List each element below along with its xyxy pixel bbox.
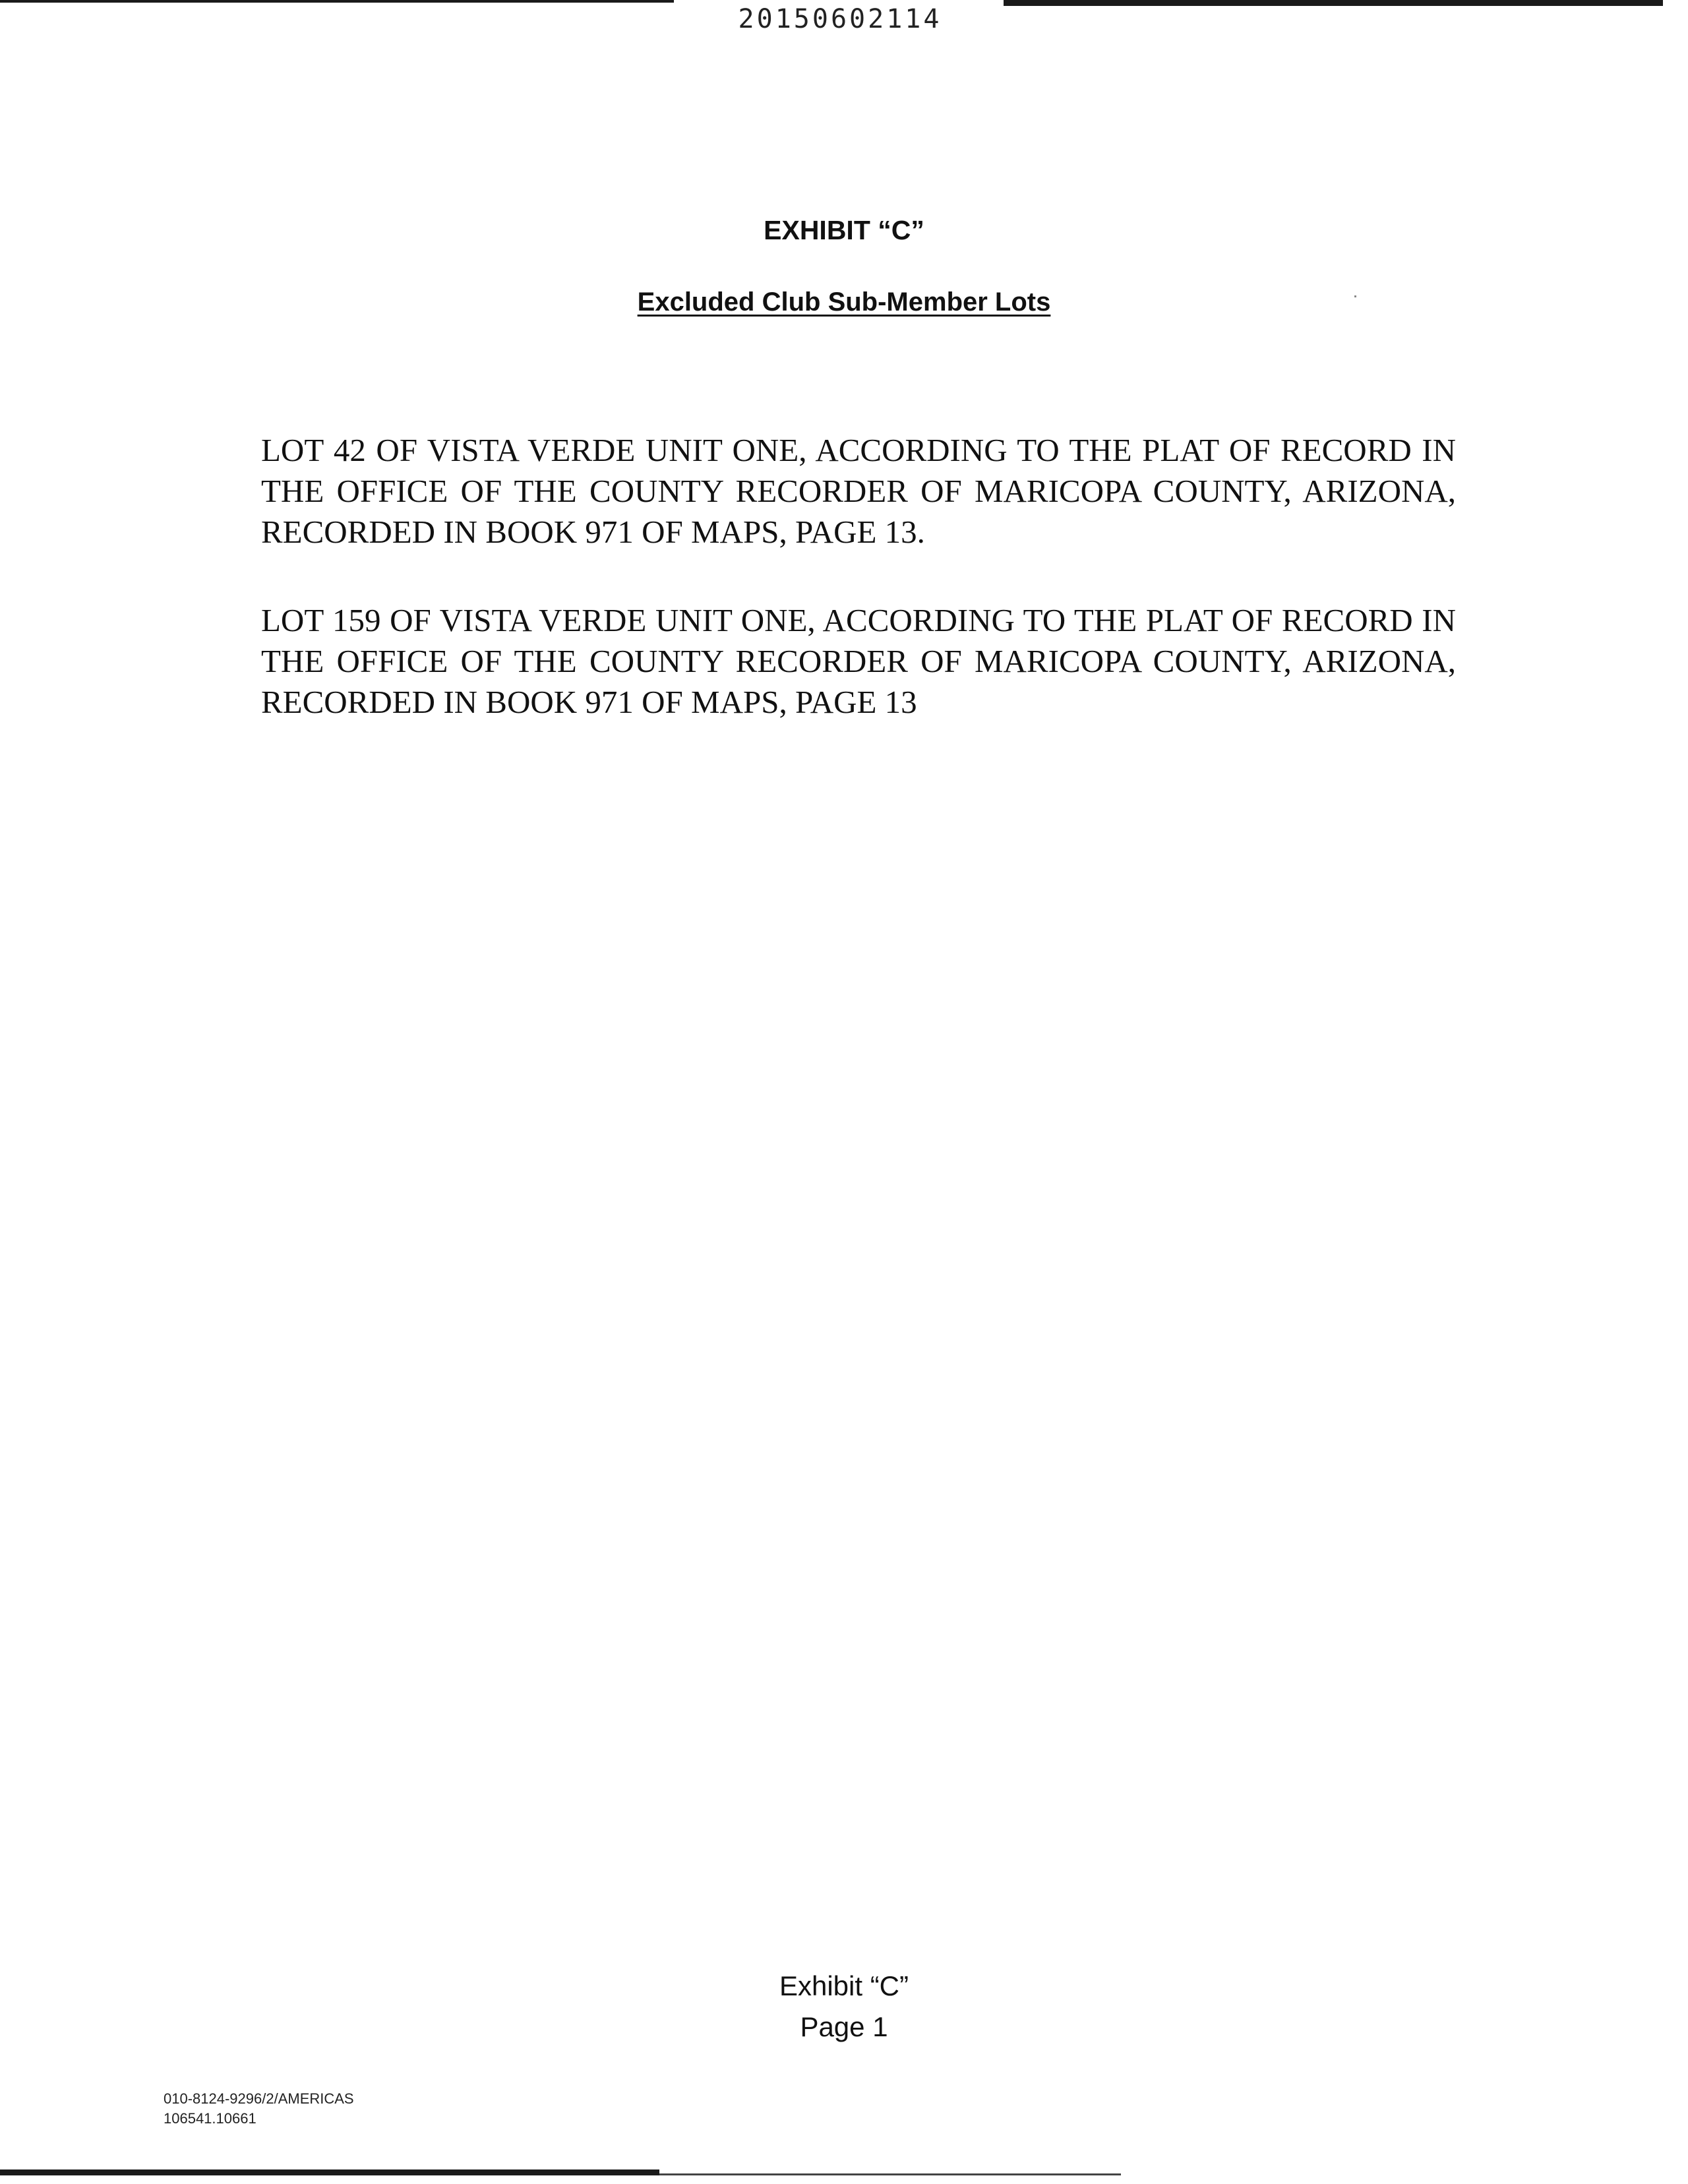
legal-description-lot-159: LOT 159 OF VISTA VERDE UNIT ONE, ACCORDING TO THE PLAT OF RECORD IN THE OFFICE OF THE COUNTY RECORDER OF MARICOPA COUNTY, ARIZONA, RECORDED IN BOOK 971 OF MAPS, PAGE 13: [261, 602, 1456, 720]
document-id-line-1: 010-8124-9296/2/AMERICAS: [164, 2090, 354, 2107]
legal-description-lot-42: LOT 42 OF VISTA VERDE UNIT ONE, ACCORDING TO THE PLAT OF RECORD IN THE OFFICE OF THE COUNTY RECORDER OF MARICOPA COUNTY, ARIZONA, RECORDED IN BOOK 971 OF MAPS, PAGE 13.: [261, 432, 1456, 550]
document-id-line-2: 106541.10661: [164, 2110, 256, 2127]
exhibit-title: EXHIBIT “C”: [764, 215, 924, 245]
footer-exhibit-label: Exhibit “C”: [779, 1970, 909, 2001]
recording-number: 20150602114: [738, 4, 942, 34]
bottom-scan-rule-thick: [0, 2169, 659, 2175]
exhibit-subtitle-text: Excluded Club Sub-Member Lots: [637, 288, 1051, 317]
footer-page-label: Page 1: [800, 2011, 888, 2042]
top-scan-rule-left: [0, 0, 674, 3]
exhibit-subtitle: [0, 288, 1688, 317]
bottom-scan-rule-thin: [659, 2173, 1121, 2175]
scan-speck: [1354, 295, 1356, 297]
top-scan-rule-right: [1004, 0, 1663, 6]
